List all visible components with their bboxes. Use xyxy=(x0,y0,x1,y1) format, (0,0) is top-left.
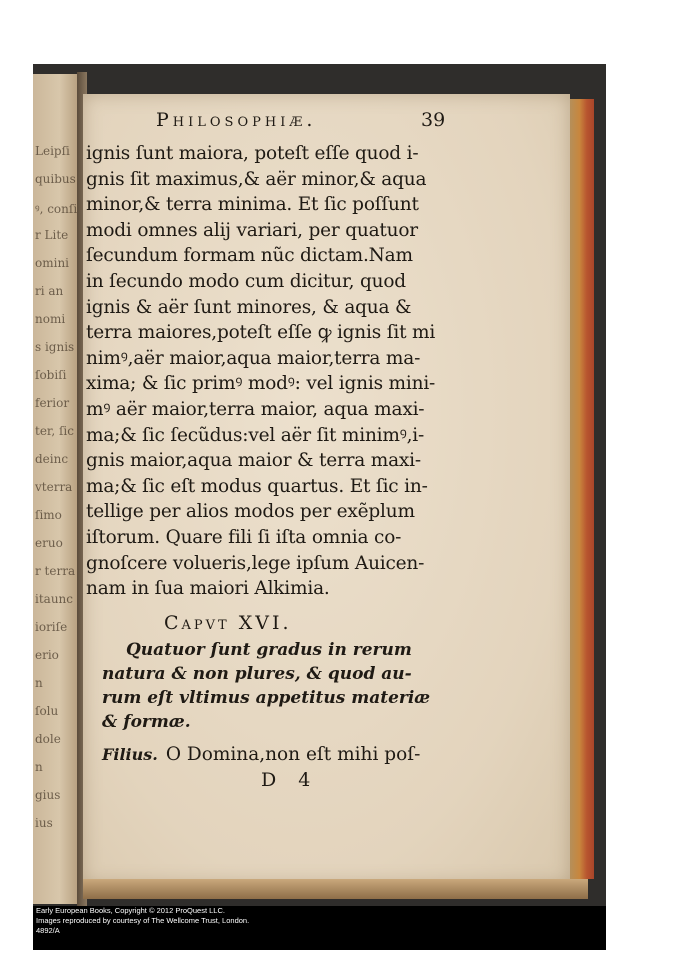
margin-fragment: ri an xyxy=(35,284,64,298)
running-head xyxy=(86,109,486,137)
margin-fragment: gius xyxy=(35,788,61,802)
page-number: 39 xyxy=(421,109,446,131)
footer-line: Early European Books, Copyright © 2012 ProQuest LLC. xyxy=(36,906,225,915)
footer-line: Images reproduced by courtesy of The Wellcome Trust, London. xyxy=(36,916,250,925)
margin-fragment: deinc xyxy=(35,452,69,466)
text-line: nimꝰ,aër maior,aqua maior,terra ma- xyxy=(86,347,421,369)
margin-fragment: vterra xyxy=(35,480,73,494)
margin-fragment: s ignis xyxy=(35,340,75,354)
page-bottom-edge xyxy=(83,879,588,899)
chapter-heading: Capvt XVI. xyxy=(164,611,292,634)
margin-fragment: r terra xyxy=(35,564,76,578)
signature-mark: D 4 xyxy=(261,768,319,791)
text-line: iſtorum. Quare fili ſi iſta omnia co- xyxy=(86,526,402,548)
text-line: gnoſcere volueris,lege ipſum Auicen- xyxy=(86,552,425,574)
text-line: ma;& ſic eſt modus quartus. Et ſic in- xyxy=(86,475,428,497)
margin-fragment: ſobiſi xyxy=(35,368,67,382)
margin-fragment: ius xyxy=(35,816,53,830)
text-line: in ſecundo modo cum dicitur, quod xyxy=(86,270,406,292)
margin-fragment: quibus xyxy=(35,172,76,186)
text-line: gnis maior,aqua maior & terra maxi- xyxy=(86,450,421,472)
margin-fragment: omini xyxy=(35,256,70,270)
text-line: nam in ſua maiori Alkimia. xyxy=(86,578,330,600)
margin-fragment: eruo xyxy=(35,536,63,550)
margin-fragment: ter, ſic xyxy=(35,424,74,438)
text-line: tellige per alios modos per exẽplum xyxy=(86,501,415,523)
text-line: minor,& terra minima. Et ſic poſſunt xyxy=(86,194,419,216)
text-line: ignis ſunt maiora, poteſt eſſe quod i- xyxy=(86,143,419,164)
text-line: xima; & ſic primꝰ modꝰ: vel ignis mini- xyxy=(86,373,436,395)
body-text xyxy=(86,141,486,602)
running-title: Philosophiæ. xyxy=(156,109,317,131)
text-line: modi omnes alij variari, per quatuor xyxy=(86,219,418,241)
page-text xyxy=(86,109,486,791)
page-fore-edge xyxy=(570,99,594,879)
dialogue-line xyxy=(86,742,486,767)
summary-line: natura & non plures, & quod au- xyxy=(102,663,412,684)
margin-fragment: dole xyxy=(35,732,61,746)
margin-fragment: ioriſe xyxy=(35,620,68,634)
margin-fragment: ferior xyxy=(35,396,70,410)
chapter-summary xyxy=(86,638,486,734)
facing-page-edge xyxy=(33,74,77,904)
margin-fragment: ꝰ, conſi xyxy=(35,202,77,216)
text-line: mꝰ aër maior,terra maior, aqua maxi- xyxy=(86,398,425,420)
margin-fragment: nomi xyxy=(35,312,66,326)
margin-fragment: Leipſi xyxy=(35,144,70,158)
book-scan xyxy=(33,64,606,950)
footer-line: 4892/A xyxy=(36,926,60,935)
margin-fragment: n xyxy=(35,676,43,690)
copyright-footer xyxy=(33,906,606,950)
text-line: ma;& ſic ſecũdus:vel aër ſit minimꝰ,i- xyxy=(86,424,425,446)
summary-line: rum eſt vltimus appetitus materiæ xyxy=(102,687,431,708)
margin-fragment: r Lite xyxy=(35,228,69,242)
text-line: ignis & aër ſunt minores, & aqua & xyxy=(86,296,412,318)
speaker-label: Filius. xyxy=(102,744,158,764)
text-line: gnis ſit maximus,& aër minor,& aqua xyxy=(86,168,427,190)
text-line: terra maiores,poteſt eſſe ꝙ ignis ſit mi xyxy=(86,322,436,344)
margin-fragment: ſimo xyxy=(35,508,62,522)
margin-fragment: itaunc xyxy=(35,592,73,606)
summary-line: Quatuor ſunt gradus in rerum xyxy=(126,639,412,660)
summary-line: & formæ. xyxy=(102,711,191,732)
margin-fragment: erio xyxy=(35,648,59,662)
text-line: ſecundum formam nũc dictam.Nam xyxy=(86,245,413,267)
margin-fragment: n xyxy=(35,760,43,774)
margin-fragment: ſolu xyxy=(35,704,59,718)
dialogue-text: O Domina,non eſt mihi poſ- xyxy=(165,743,421,765)
